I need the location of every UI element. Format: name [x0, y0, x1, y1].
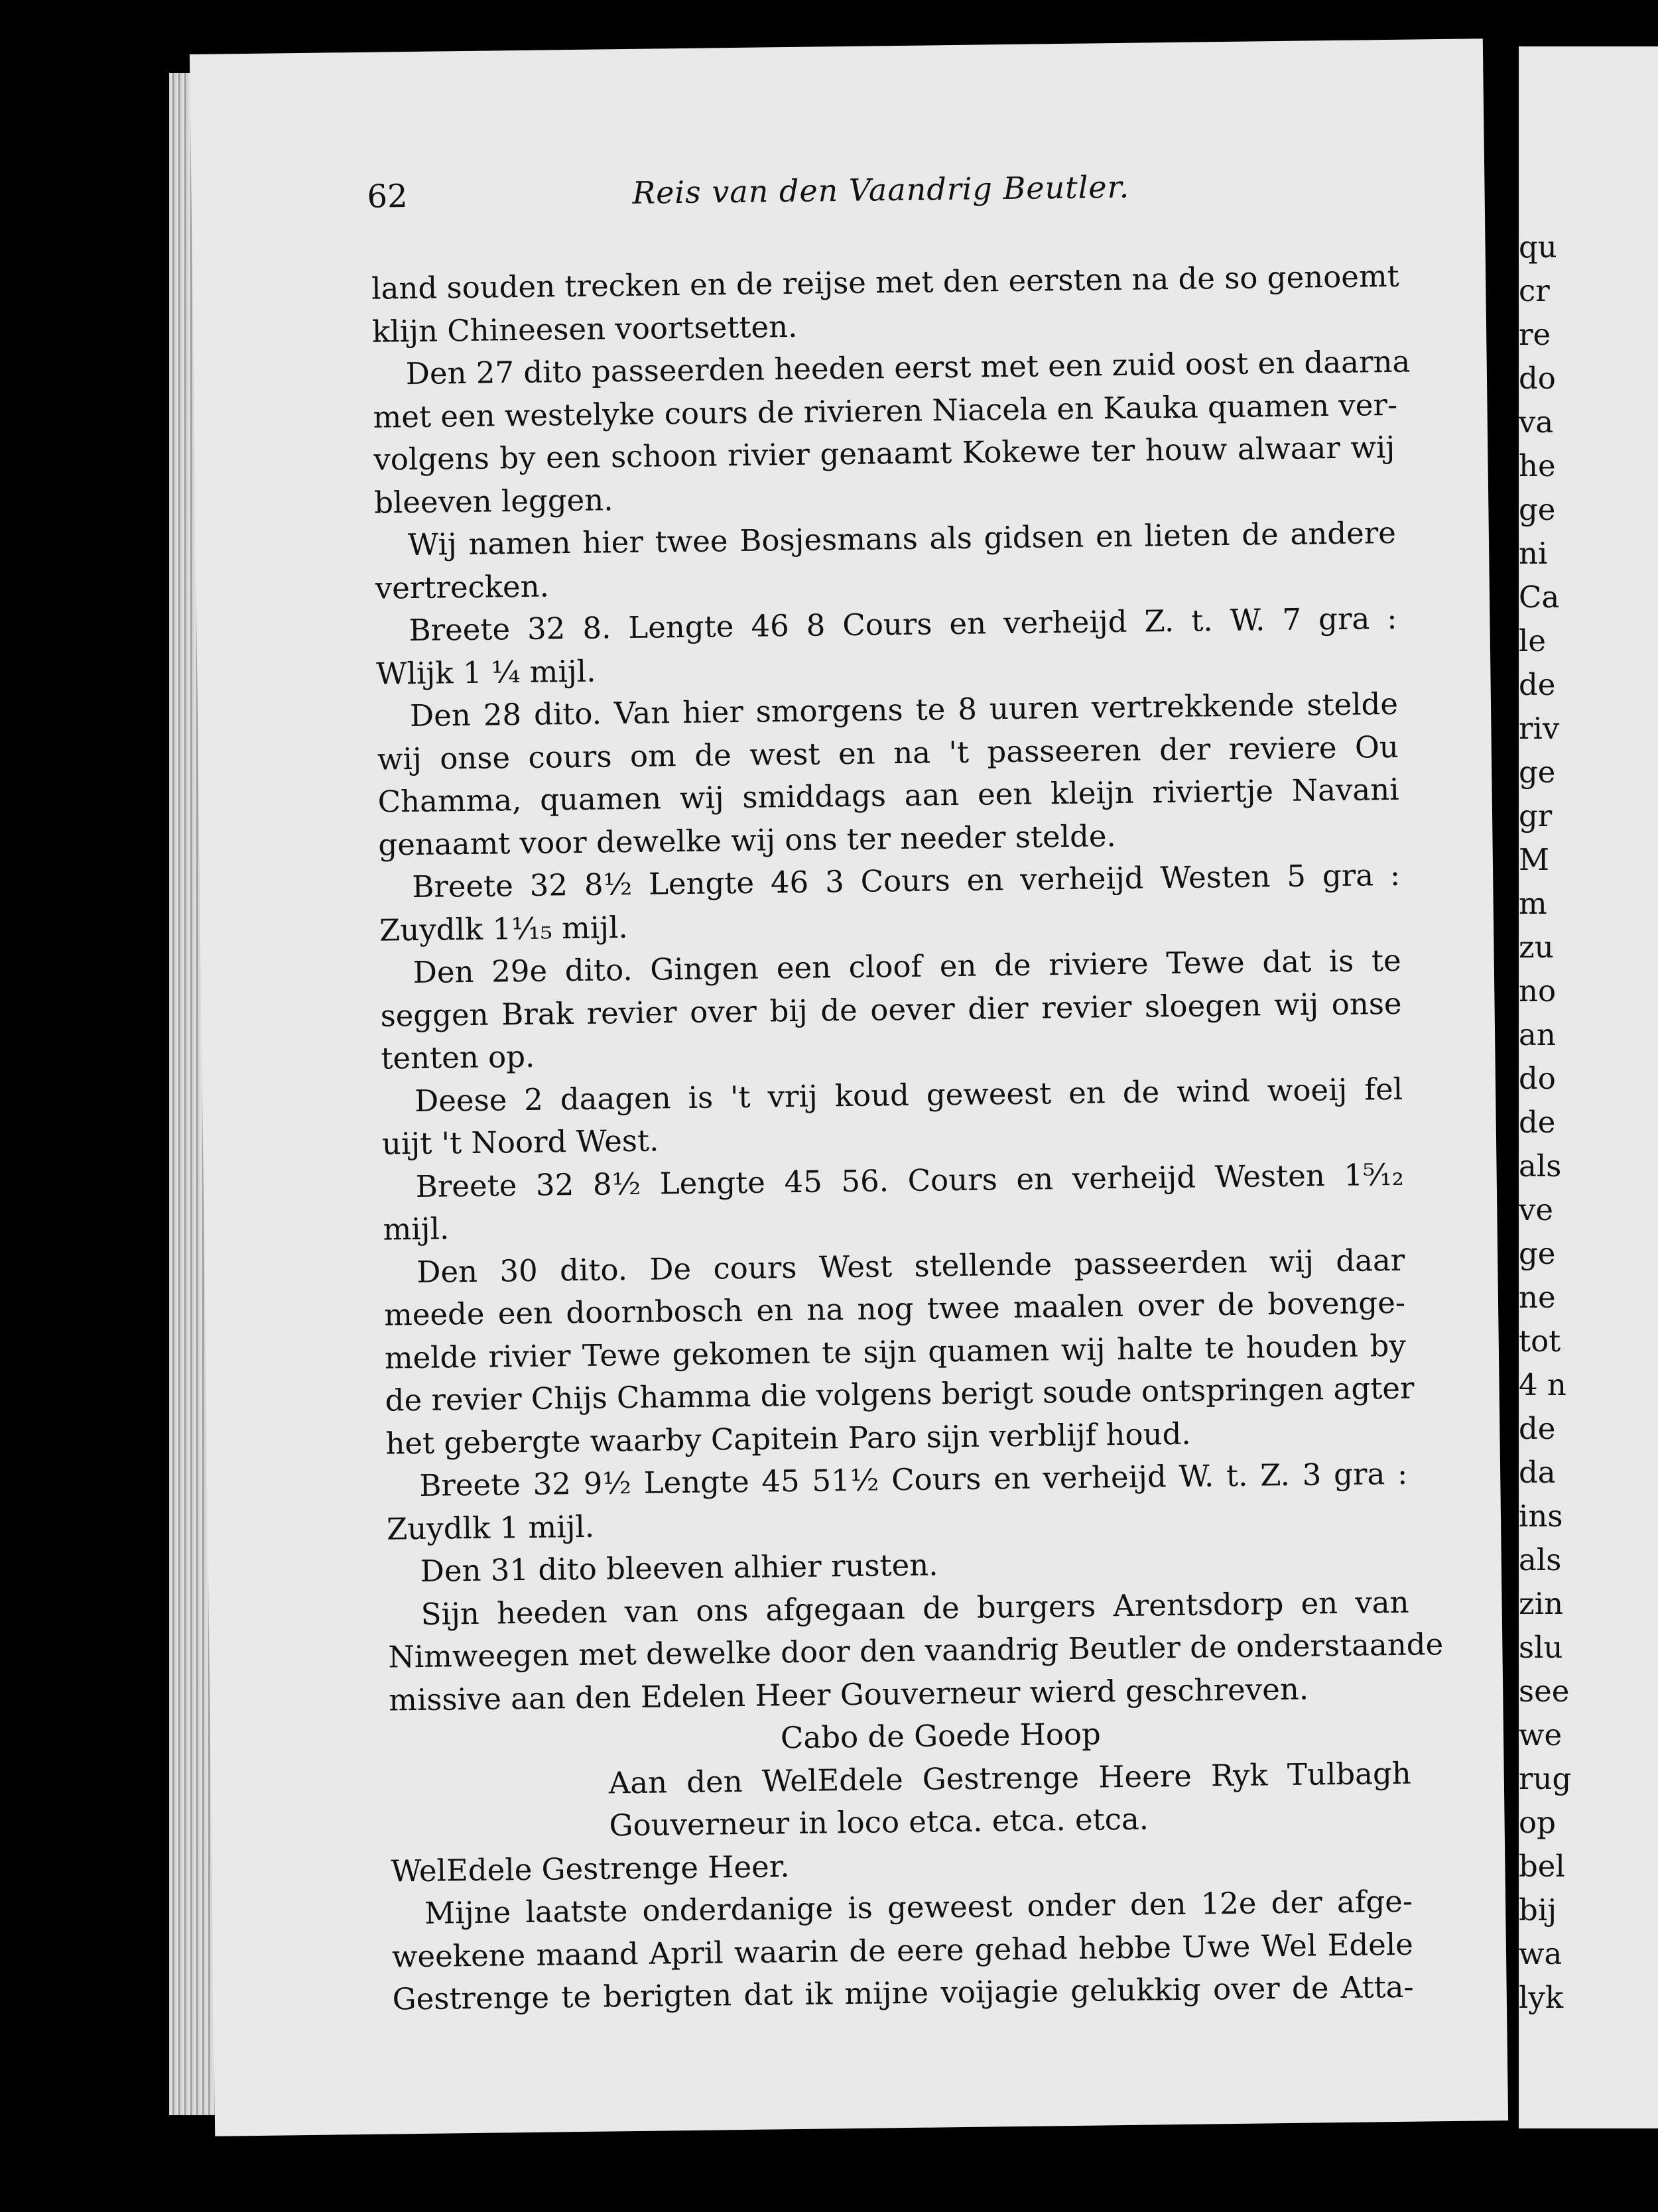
adjacent-page-fragment: de — [1519, 1411, 1556, 1446]
text-line: Wij namen hier twee Bosjesmans als gidsen en lieten de andere — [407, 515, 1397, 563]
adjacent-page-fragment: als — [1519, 1542, 1562, 1577]
adjacent-page-fragment: gr — [1519, 798, 1553, 833]
text-line: weekene maand April waarin de eere gehad hebbe Uwe Wel Edele — [391, 1926, 1414, 1975]
adjacent-page-fragment: lyk — [1519, 1980, 1564, 2015]
body-text — [371, 255, 1444, 2021]
page-number: 62 — [367, 178, 408, 215]
adjacent-page-fragment: m — [1519, 886, 1547, 921]
text-line: tenten op. — [381, 1038, 535, 1076]
adjacent-page-edge — [1519, 46, 1658, 2128]
adjacent-page-fragment: ve — [1519, 1192, 1554, 1227]
adjacent-page-fragment: bij — [1519, 1892, 1557, 1928]
letter-addressee: Aan den WelEdele Gestrenge Heere Ryk Tulbagh — [608, 1755, 1412, 1801]
adjacent-page-fragment: he — [1519, 448, 1556, 483]
text-line: Zuydlk 1⅟₁₅ mijl. — [379, 909, 629, 948]
adjacent-page-fragment: Ca — [1519, 580, 1560, 615]
text-line: meede een doornbosch en na nog twee maalen over de bovenge- — [383, 1284, 1406, 1333]
adjacent-page-fragment: de — [1519, 667, 1556, 702]
text-line: vertrecken. — [375, 568, 550, 606]
adjacent-page-fragment: slu — [1519, 1630, 1563, 1665]
adjacent-page-fragment: riv — [1519, 711, 1560, 746]
text-line: Den 31 dito bleeven alhier rusten. — [420, 1547, 938, 1589]
text-line: klijn Chineesen voortsetten. — [371, 308, 798, 349]
text-line: melde rivier Tewe gekomen te sijn quamen wij halte te houden by — [384, 1327, 1407, 1376]
adjacent-page-fragment: wa — [1519, 1936, 1562, 1971]
adjacent-page-fragment: als — [1519, 1148, 1562, 1184]
adjacent-page-fragment: we — [1519, 1717, 1562, 1752]
text-line: genaamt voor dewelke wij ons ter needer stelde. — [378, 818, 1117, 863]
text-line: mijl. — [383, 1211, 450, 1247]
text-line: Breete 32 8½ Lengte 45 56. Cours en verheijd Westen 1⁵⁄₁₂ — [415, 1156, 1404, 1204]
text-line: uijt 't Noord West. — [381, 1123, 659, 1162]
text-line: Den 27 dito passeerden heeden eerst met een zuid oost en daarna — [405, 343, 1411, 392]
text-line: Breete 32 9½ Lengte 45 51½ Cours en verheijd W. t. Z. 3 gra : — [418, 1455, 1408, 1503]
text-line: land souden trecken en de reijse met den eersten na de so genoemt — [371, 258, 1399, 306]
text-line: wij onse cours om de west en na 't passeeren der reviere Ou — [377, 729, 1399, 777]
letter-salutation: WelEdele Gestrenge Heer. — [391, 1848, 790, 1889]
text-line: Breete 32 8. Lengte 46 8 Cours en verheijd Z. t. W. 7 gra : — [409, 600, 1397, 648]
adjacent-page-fragment: op — [1519, 1805, 1556, 1840]
text-line: Deese 2 daagen is 't vrij koud geweest en de wind woeij fel — [414, 1071, 1403, 1119]
adjacent-page-fragment: ins — [1519, 1499, 1563, 1534]
adjacent-page-fragment: rug — [1519, 1761, 1572, 1796]
text-line: seggen Brak revier over bij de oever dier revier sloegen wij onse — [380, 985, 1402, 1034]
text-line: volgens by een schoon rivier genaamt Kokewe ter houw alwaar wij — [373, 429, 1395, 477]
running-title: Reis van den Vaandrig Beutler. — [632, 168, 1130, 211]
adjacent-page-fragment: do — [1519, 1061, 1556, 1096]
letter-addressee-title: Gouverneur in loco etca. etca. etca. — [609, 1801, 1149, 1843]
adjacent-page-fragment: le — [1519, 623, 1547, 658]
text-line: Den 30 dito. De cours West stellende passeerden wij daar — [416, 1242, 1405, 1290]
adjacent-page-fragment: de — [1519, 1105, 1556, 1140]
adjacent-page-fragment: 4 n — [1519, 1367, 1566, 1402]
adjacent-page-fragment: M — [1519, 842, 1550, 877]
adjacent-page-fragment: zu — [1519, 930, 1554, 965]
adjacent-page-fragment: qu — [1519, 229, 1557, 265]
book-page — [190, 38, 1508, 2136]
adjacent-page-fragment: bel — [1519, 1849, 1565, 1884]
adjacent-page-fragment: see — [1519, 1674, 1570, 1709]
text-line: Wlijk 1 ¼ mijl. — [375, 653, 596, 692]
adjacent-page-fragment: do — [1519, 361, 1556, 396]
adjacent-page-fragment: re — [1519, 317, 1551, 352]
text-line: Zuydlk 1 mijl. — [386, 1508, 595, 1547]
adjacent-page-fragment: no — [1519, 973, 1557, 1009]
adjacent-page-fragment: va — [1519, 404, 1554, 440]
text-line: Den 29e dito. Gingen een cloof en de riviere Tewe dat is te — [413, 942, 1402, 991]
text-line: met een westelyke cours de rivieren Niacela en Kauka quamen ver- — [373, 387, 1398, 435]
text-line: het gebergte waarby Capitein Paro sijn verblijf houd. — [385, 1416, 1191, 1461]
text-line: missive aan den Edelen Heer Gouverneur wierd geschreven. — [388, 1671, 1309, 1718]
adjacent-page-fragment: da — [1519, 1455, 1556, 1490]
adjacent-page-fragment: an — [1519, 1017, 1556, 1052]
adjacent-page-fragment: ne — [1519, 1280, 1556, 1315]
running-head — [367, 166, 1362, 224]
letter-place: Cabo de Goede Hoop — [780, 1716, 1102, 1756]
adjacent-page-fragment: ge — [1519, 492, 1556, 527]
text-line: de revier Chijs Chamma die volgens berigt soude ontspringen agter — [385, 1370, 1415, 1418]
text-line: bleeven leggen. — [373, 481, 613, 521]
text-line: Gestrenge te berigten dat ik mijne voijagie gelukkig over de Atta- — [392, 1969, 1414, 2017]
adjacent-page-fragment: zin — [1519, 1586, 1564, 1621]
adjacent-page-fragment: cr — [1519, 273, 1550, 308]
adjacent-page-fragment: ge — [1519, 755, 1556, 790]
adjacent-page-fragment: ni — [1519, 536, 1548, 571]
text-line: Breete 32 8½ Lengte 46 3 Cours en verheijd Westen 5 gra : — [411, 857, 1401, 905]
text-line: Den 28 dito. Van hier smorgens te 8 uuren vertrekkende stelde — [409, 686, 1399, 734]
text-line: Nimweegen met dewelke door den vaandrig Beutler de onderstaande — [388, 1627, 1444, 1675]
adjacent-page-fragment: ge — [1519, 1236, 1556, 1271]
text-line: Chamma, quamen wij smiddags aan een kleijn riviertje Navani — [377, 771, 1399, 820]
adjacent-page-fragment: tot — [1519, 1323, 1561, 1359]
text-line: Mijne laatste onderdanige is geweest onder den 12e der afge- — [424, 1883, 1413, 1931]
text-line: Sijn heeden van ons afgegaan de burgers Arentsdorp en van — [420, 1584, 1409, 1632]
